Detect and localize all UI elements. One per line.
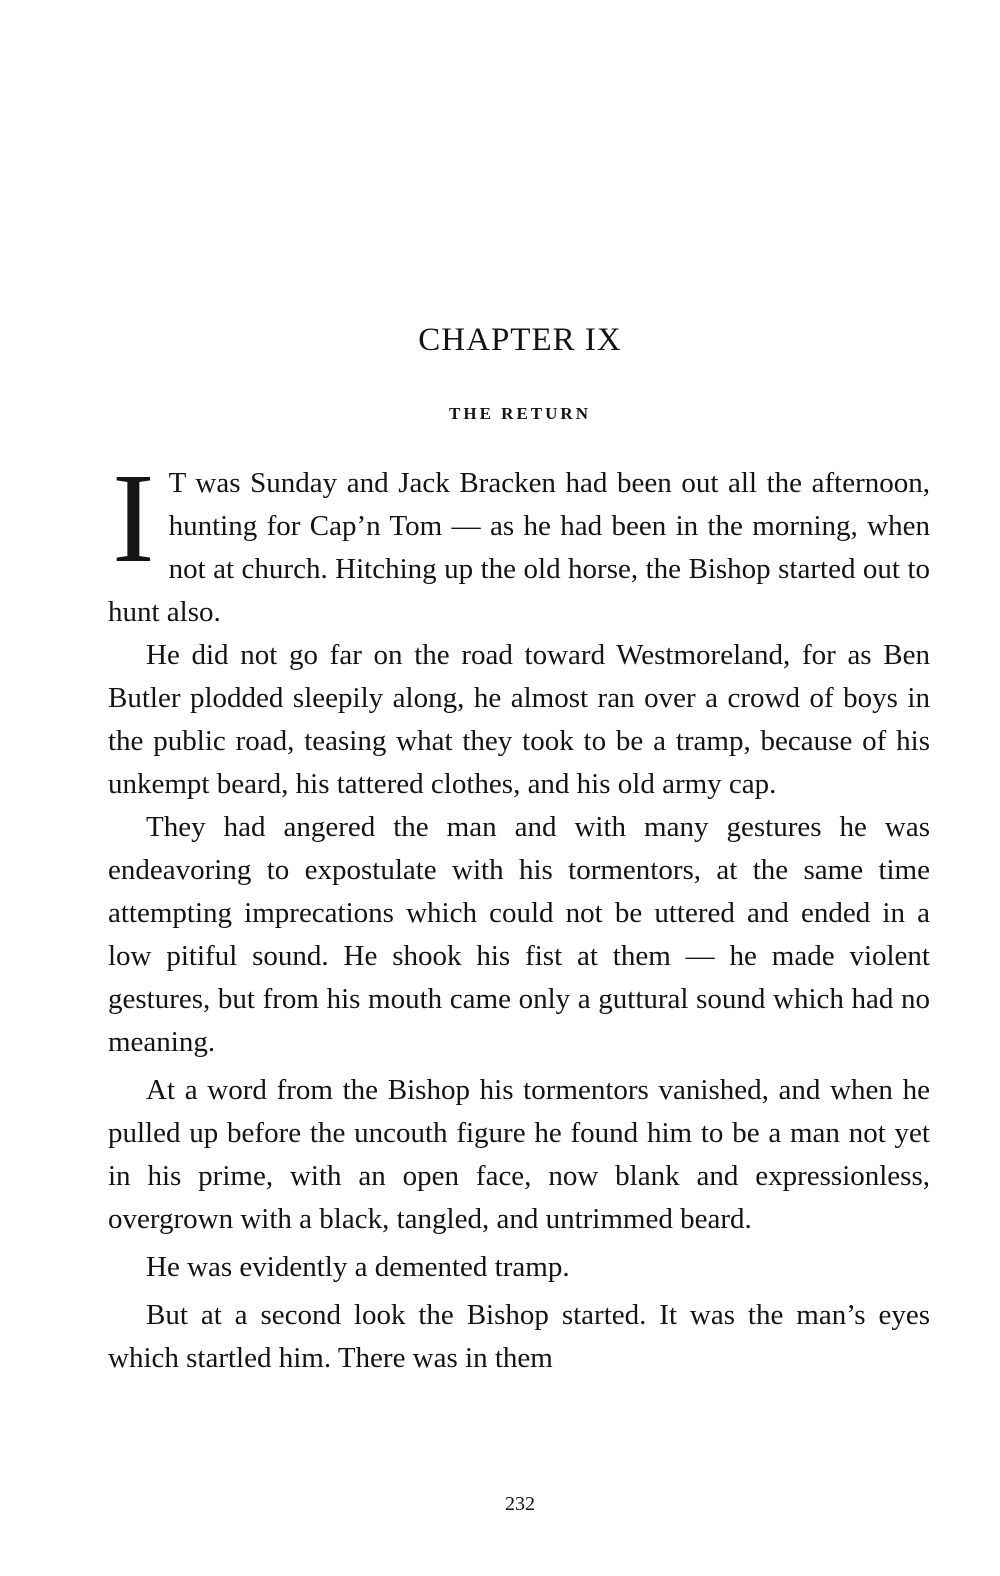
paragraph-2: He did not go far on the road toward Westmoreland, for as Ben Butler plodded sleepily along, he almost ran over a crowd of boys in the public road, teasing what they took to be a tramp, because of his unkempt beard, his tattered clothes, and his old army cap.: [108, 639, 930, 800]
paragraph-4: At a word from the Bishop his tormentors vanished, and when he pulled up before the uncouth figure he found him to be a man not yet in his prime, with an open face, now blank and expressionless, overgrown with a black, tangled, and untrimmed beard.: [108, 1074, 930, 1235]
page-number: 232: [505, 1493, 535, 1515]
paragraph-5: He was evidently a demented tramp.: [146, 1251, 570, 1283]
paragraph-1-text: T was Sunday and Jack Bracken had been out all the afternoon, hunting for Cap’n Tom — as he had been in the morning, when not at church. Hitching up the old horse, the Bishop started out to hunt also.: [108, 467, 930, 628]
body-text: [108, 447, 930, 1380]
drop-cap: I: [112, 447, 155, 589]
paragraph-6: But at a second look the Bishop started. It was the man’s eyes which startled him. There was in them: [108, 1299, 930, 1374]
chapter-title: CHAPTER IX: [418, 322, 622, 358]
paragraph-3: They had angered the man and with many gestures he was endeavoring to expostulate with his tormentors, at the same time attempting imprecations which could not be uttered and ended in a low pitiful sound. He shook his fist at them — he made violent gestures, but from his mouth came only a guttural sound which had no meaning.: [108, 811, 930, 1058]
chapter-subtitle: THE RETURN: [449, 404, 591, 423]
paragraph-1: [108, 447, 930, 634]
